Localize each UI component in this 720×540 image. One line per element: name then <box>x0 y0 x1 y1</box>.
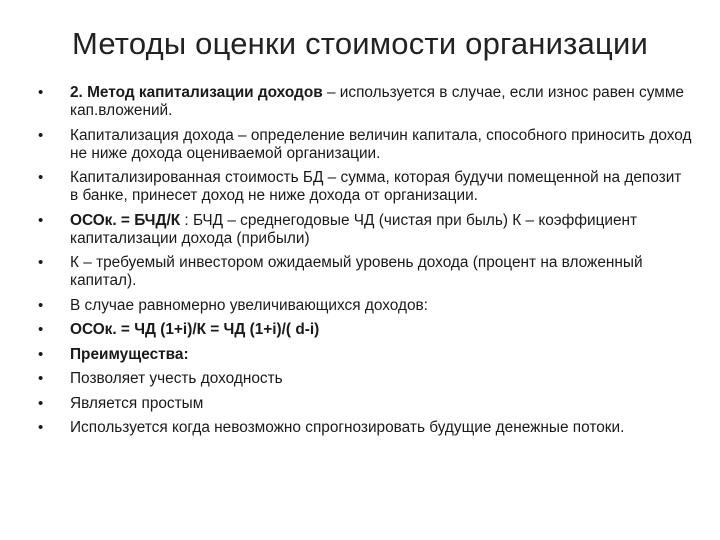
bullet-marker: • <box>38 321 44 338</box>
bullet-text <box>70 297 428 314</box>
bullet-bold-text: 2. Метод капитализации доходов <box>70 84 323 101</box>
bullet-item-growing-income <box>38 297 693 315</box>
bullet-plain-text: Используется когда невозможно спрогнозировать будущие денежные потоки. <box>70 419 625 436</box>
bullet-text <box>70 419 624 436</box>
bullet-marker: • <box>38 254 44 271</box>
bullet-item-advantage-profitability <box>38 370 693 388</box>
bullet-bold-text: ОСОк. = ЧД (1+i)/К = ЧД (1+i)/( d-i) <box>70 321 320 338</box>
bullet-item-income-capitalization <box>38 127 693 163</box>
bullet-marker: • <box>38 370 44 387</box>
bullet-plain-text: : БЧД – среднегодовые ЧД (чистая при быль) К – коэффициент капитализации дохода (прибыли) <box>70 211 638 247</box>
bullet-marker: • <box>38 419 44 436</box>
bullet-item-required-return <box>38 254 693 290</box>
bullet-plain-text: Капитализация дохода – определение величин капитала, способного приносить доход не ниже дохода оцениваемой организации. <box>70 126 692 162</box>
bullet-list <box>38 84 693 444</box>
bullet-marker: • <box>38 84 44 101</box>
bullet-marker: • <box>38 394 44 412</box>
bullet-text <box>70 395 203 412</box>
bullet-item-formula-osok <box>38 212 693 248</box>
bullet-marker: • <box>38 169 44 186</box>
bullet-item-capitalization-method <box>38 84 693 120</box>
bullet-marker: • <box>38 296 44 314</box>
bullet-bold-text: Преимущества: <box>70 345 189 363</box>
bullet-item-advantages-heading <box>38 346 693 364</box>
bullet-text <box>70 370 283 387</box>
bullet-plain-text: В случае равномерно увеличивающихся доходов: <box>70 296 428 314</box>
bullet-text <box>70 346 189 363</box>
bullet-item-formula-growth <box>38 321 693 339</box>
bullet-text <box>70 127 691 162</box>
bullet-item-capitalized-value <box>38 169 693 205</box>
bullet-plain-text: К – требуемый инвестором ожидаемый уровень дохода (процент на вложенный капитал). <box>70 254 643 289</box>
slide-title: Методы оценки стоимости организации <box>72 26 648 61</box>
bullet-marker: • <box>38 126 44 144</box>
bullet-text <box>70 254 643 289</box>
bullet-text <box>70 212 637 247</box>
bullet-item-advantage-simple <box>38 395 693 413</box>
bullet-marker: • <box>38 345 44 363</box>
bullet-item-advantage-forecast <box>38 419 693 437</box>
bullet-text <box>70 321 319 338</box>
bullet-bold-text: ОСОк. = БЧД/К <box>70 211 181 229</box>
bullet-text <box>70 169 681 204</box>
bullet-plain-text: Является простым <box>70 394 204 412</box>
bullet-plain-text: Позволяет учесть доходность <box>70 370 283 387</box>
bullet-text <box>70 84 684 119</box>
bullet-plain-text: – используется в случае, если износ равен сумме кап.вложений. <box>70 84 684 119</box>
bullet-marker: • <box>38 211 44 229</box>
bullet-plain-text: Капитализированная стоимость БД – сумма, которая будучи помещенной на депозит в банке, принесет доход не ниже дохода от организации. <box>70 169 682 204</box>
